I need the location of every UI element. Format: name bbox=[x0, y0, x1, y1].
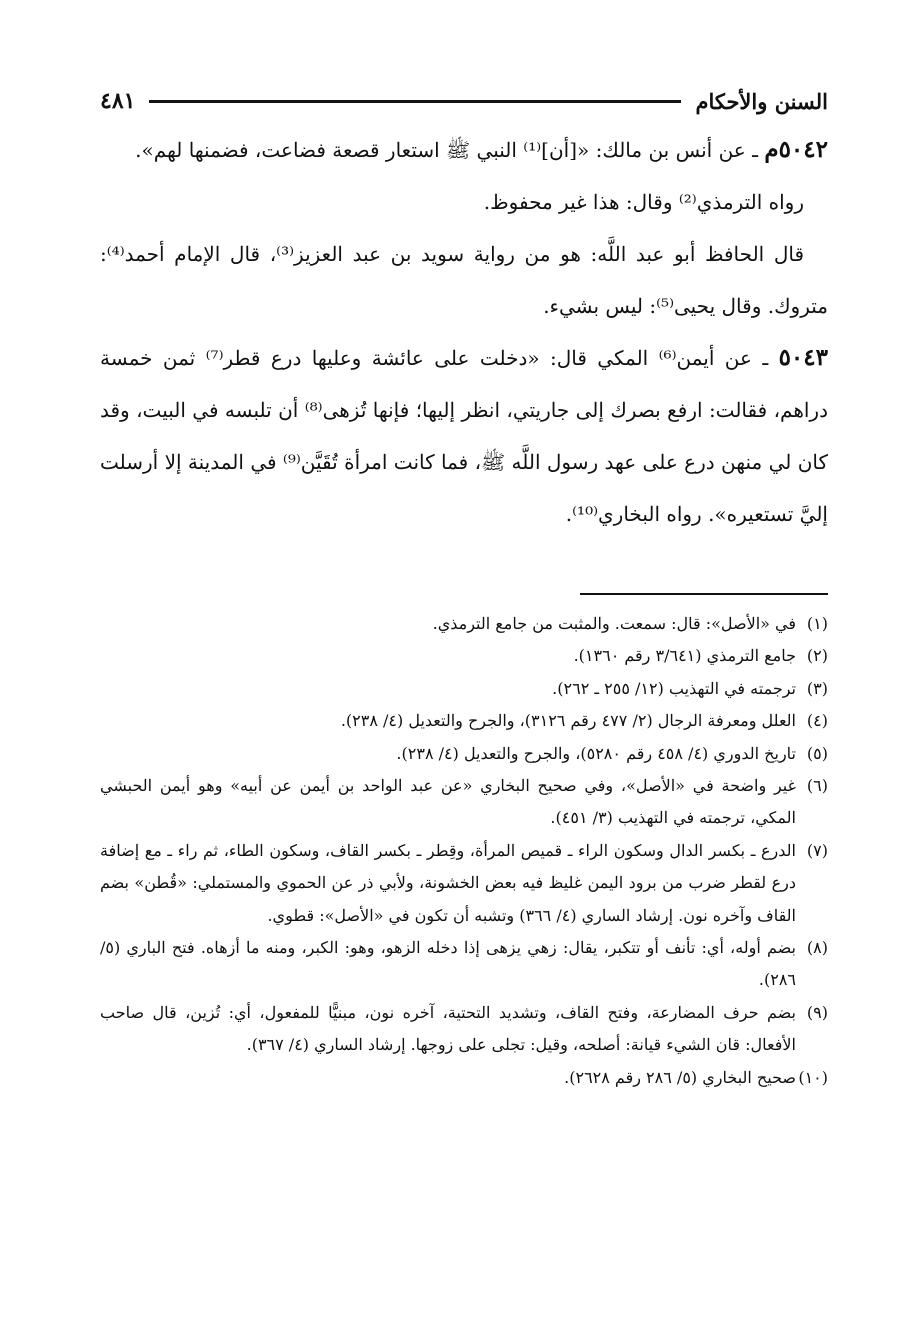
hafiz-comment bbox=[100, 228, 828, 332]
footnote bbox=[100, 932, 828, 997]
footnote bbox=[100, 835, 828, 932]
footnote-text: غير واضحة في «الأصل»، وفي صحيح البخاري «عن عبد الواحد بن أيمن عن أبيه» وهو أيمن الحبشي المكي، ترجمته في التهذيب (٣/ ٤٥١). bbox=[100, 776, 796, 828]
footnote-number: (٣) bbox=[806, 678, 828, 698]
hadith-text: ـ عن أنس بن مالك: «[أن]⁽¹⁾ النبي ﷺ استعار قصعة فضاعت، فضمنها لهم». bbox=[135, 138, 758, 162]
paragraph-text: قال الحافظ أبو عبد اللَّه: هو من رواية سويد بن عبد العزيز⁽³⁾، قال الإمام أحمد⁽⁴⁾: متروك. وقال يحيى⁽⁵⁾: ليس بشيء. bbox=[100, 242, 828, 318]
footnote-number: (٧) bbox=[806, 840, 828, 860]
footnote-number: (٢) bbox=[806, 646, 828, 666]
footnote-text: بضم أوله، أي: تأنف أو تتكبر، يقال: زهي يزهى إذا دخله الزهو، وهو: الكبر، ومنه ما أزهاه. فتح الباري (٥/ ٢٨٦). bbox=[100, 938, 797, 990]
footnote-text: جامع الترمذي (٣/٦٤١ رقم ١٣٦٠). bbox=[573, 646, 796, 666]
footnote-text: الدرع ـ بكسر الدال وسكون الراء ـ قميص المرأة، وقِطر ـ بكسر القاف، وسكون الطاء، ثم راء ـ مع إضافة درع لقطر ضرب من برود اليمن غليظ فيه بعض الخشونة، ولأبي ذر عن الحموي والمستملي: «قُطن» بضم القاف وآخره نون. إرشاد الساري (٤/ ٣٦٦) وتشبه أن تكون في «الأصل»: قطوي. bbox=[100, 840, 797, 925]
running-title: السنن والأحكام bbox=[695, 88, 828, 114]
footnote bbox=[100, 673, 828, 705]
hadith-5043 bbox=[100, 332, 828, 540]
footnote-number: (١٠) bbox=[798, 1067, 828, 1087]
footnote-number: (٩) bbox=[806, 1002, 828, 1022]
footnote bbox=[100, 770, 828, 835]
footnote-number: (١) bbox=[806, 614, 828, 633]
footnote-number: (٨) bbox=[806, 938, 828, 958]
footnote-text: في «الأصل»: قال: سمعت. والمثبت من جامع الترمذي. bbox=[432, 614, 796, 633]
footnote bbox=[100, 705, 828, 737]
main-text bbox=[100, 124, 828, 540]
footnote-text: العلل ومعرفة الرجال (٢/ ٤٧٧ رقم ٣١٢٦)، والجرح والتعديل (٤/ ٢٣٨). bbox=[340, 711, 796, 731]
footnote-number: (٥) bbox=[806, 743, 828, 763]
footnote-text: تاريخ الدوري (٤/ ٤٥٨ رقم ٥٢٨٠)، والجرح والتعديل (٤/ ٢٣٨). bbox=[396, 743, 796, 763]
hadith-text: ـ عن أيمن⁽⁶⁾ المكي قال: «دخلت على عائشة وعليها درع قطر⁽⁷⁾ ثمن خمسة دراهم، فقالت: ارفع بصرك إلى جاريتي، انظر إليها؛ فإنها تُزهى⁽⁸⁾ أن تلبسه في البيت، وقد كان لي منهن درع على عهد رسول اللَّه ﷺ، فما كانت امرأة تُقَيَّن⁽⁹⁾ في المدينة إلا أرسلت إليَّ تستعيره». رواه البخاري⁽¹⁰⁾. bbox=[100, 346, 829, 526]
footnotes bbox=[100, 608, 828, 1094]
footnote-text: ترجمته في التهذيب (١٢/ ٢٥٥ ـ ٢٦٢). bbox=[552, 678, 796, 698]
paragraph-text: رواه الترمذي⁽²⁾ وقال: هذا غير محفوظ. bbox=[483, 190, 804, 214]
footnote bbox=[100, 997, 828, 1062]
hadith-number: ٥٠٤٢م bbox=[764, 136, 828, 163]
hadith-number: ٥٠٤٣ bbox=[778, 344, 828, 371]
footnote bbox=[100, 608, 828, 640]
page-header bbox=[100, 84, 828, 118]
footnote bbox=[100, 738, 828, 770]
header-rule bbox=[149, 100, 681, 103]
footnote bbox=[100, 640, 828, 672]
footnote-text: صحيح البخاري (٥/ ٢٨٦ رقم ٢٦٢٨). bbox=[564, 1067, 796, 1087]
footnote-separator bbox=[580, 593, 828, 595]
page-number: ٤٨١ bbox=[100, 88, 136, 114]
footnote-number: (٦) bbox=[806, 776, 828, 796]
footnote bbox=[100, 1062, 828, 1094]
footnote-text: بضم حرف المضارعة، وفتح القاف، وتشديد التحتية، آخره نون، مبنيًّا للمفعول، أي: تُزين، قال صاحب الأفعال: قان الشيء قيانة: أصلحه، وقيل: تجلى على زوجها. إرشاد الساري (٤/ ٣٦٧). bbox=[100, 1002, 796, 1055]
narration-note bbox=[100, 176, 828, 228]
footnote-number: (٤) bbox=[806, 711, 828, 731]
hadith-5042m bbox=[100, 124, 828, 176]
